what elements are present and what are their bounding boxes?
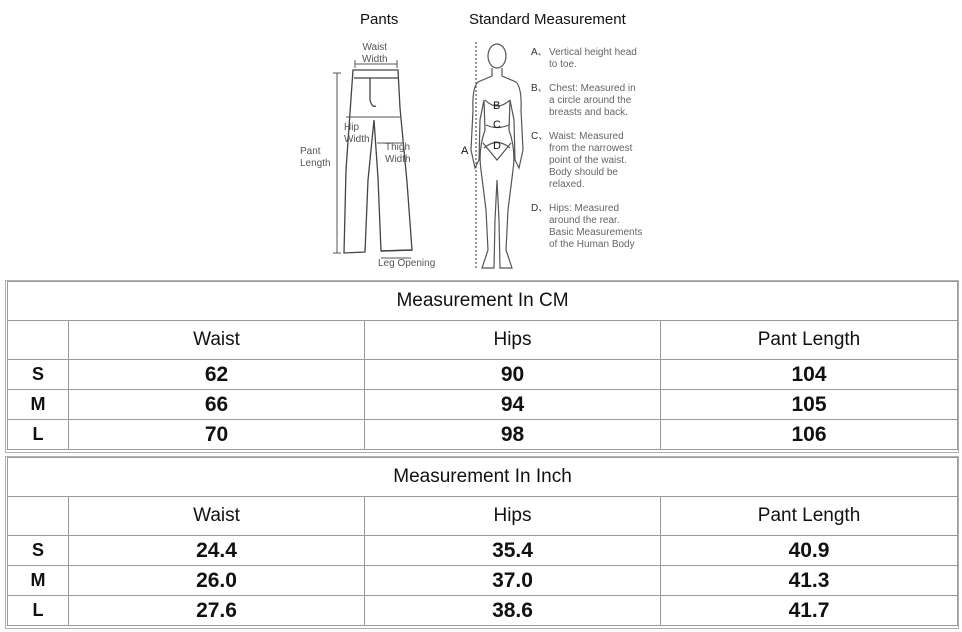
table-row <box>8 536 958 566</box>
cm-col-waist: Waist <box>69 321 365 360</box>
waist-width-label: Waist Width <box>362 42 388 65</box>
pant-length-value: 41.3 <box>661 566 958 596</box>
table-row <box>8 566 958 596</box>
note-a-text: Vertical height head to toe. <box>549 47 637 70</box>
thigh-width-label: Thigh Width <box>385 142 411 165</box>
body-letter-c: C <box>493 119 501 131</box>
size-label: L <box>8 420 69 450</box>
note-d-text: Hips: Measured around the rear. Basic Measurements of the Human Body <box>549 203 643 250</box>
cm-table <box>7 281 958 450</box>
body-letter-b: B <box>493 100 501 112</box>
waist-value: 70 <box>69 420 365 450</box>
hips-value: 38.6 <box>365 596 661 626</box>
hips-value: 94 <box>365 390 661 420</box>
waist-value: 27.6 <box>69 596 365 626</box>
body-letter-d: D <box>493 140 501 152</box>
standard-measurement-title: Standard Measurement <box>469 11 626 28</box>
cm-corner-cell <box>8 321 69 360</box>
inch-corner-cell <box>8 497 69 536</box>
note-b-text: Chest: Measured in a circle around the breasts and back. <box>549 83 636 118</box>
size-label: L <box>8 596 69 626</box>
table-row <box>8 596 958 626</box>
pant-length-value: 104 <box>661 360 958 390</box>
size-label: M <box>8 390 69 420</box>
hips-value: 37.0 <box>365 566 661 596</box>
hips-value: 90 <box>365 360 661 390</box>
pant-length-value: 40.9 <box>661 536 958 566</box>
table-row <box>8 390 958 420</box>
note-c <box>531 131 548 143</box>
inch-col-waist: Waist <box>69 497 365 536</box>
hips-value: 35.4 <box>365 536 661 566</box>
inch-col-hips: Hips <box>365 497 661 536</box>
table-row <box>8 360 958 390</box>
inch-table-title: Measurement In Inch <box>8 458 958 497</box>
waist-value: 26.0 <box>69 566 365 596</box>
leg-opening-label: Leg Opening <box>378 258 436 269</box>
size-label: S <box>8 360 69 390</box>
size-label: M <box>8 566 69 596</box>
waist-value: 24.4 <box>69 536 365 566</box>
cm-table-title: Measurement In CM <box>8 282 958 321</box>
table-row <box>8 420 958 450</box>
waist-value: 66 <box>69 390 365 420</box>
note-d-key: D、 <box>531 203 549 214</box>
note-a <box>531 47 548 59</box>
cm-col-hips: Hips <box>365 321 661 360</box>
pant-length-value: 105 <box>661 390 958 420</box>
pants-title: Pants <box>360 11 399 28</box>
note-d <box>531 203 548 215</box>
pant-length-label: Pant Length <box>300 146 331 169</box>
diagram-illustration <box>0 0 962 278</box>
note-c-key: C、 <box>531 131 549 142</box>
pant-length-value: 106 <box>661 420 958 450</box>
pant-length-value: 41.7 <box>661 596 958 626</box>
hips-value: 98 <box>365 420 661 450</box>
note-c-text: Waist: Measured from the narrowest point of the waist. Body should be relaxed. <box>549 131 633 190</box>
measurement-diagram <box>0 0 962 278</box>
inch-col-pant-length: Pant Length <box>661 497 958 536</box>
note-b-key: B、 <box>531 83 548 94</box>
inch-table <box>7 457 958 626</box>
hip-width-label: Hip Width <box>344 122 370 145</box>
cm-col-pant-length: Pant Length <box>661 321 958 360</box>
body-illustration <box>471 42 523 270</box>
waist-value: 62 <box>69 360 365 390</box>
body-letter-a: A <box>461 145 469 157</box>
size-label: S <box>8 536 69 566</box>
note-a-key: A、 <box>531 47 548 58</box>
note-b <box>531 83 548 95</box>
